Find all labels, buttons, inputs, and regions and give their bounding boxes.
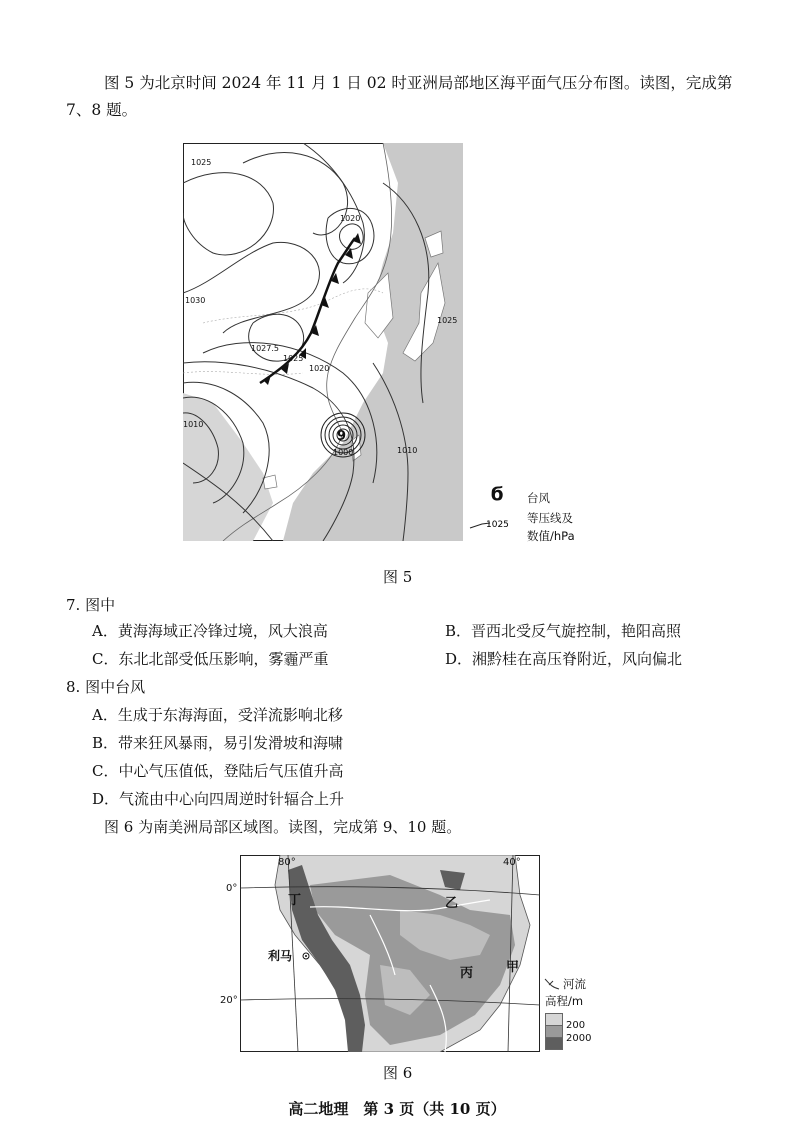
legend-isobar-sample: 1025 [486, 520, 509, 530]
lon-80-label: 80° [278, 857, 296, 868]
isobar-label-1020-s: 1020 [309, 364, 330, 373]
isobar-label-1025-e: 1025 [437, 316, 458, 325]
q8-stem: 8. 图中台风 [66, 678, 146, 696]
isobar-label-1010-e: 1010 [397, 446, 418, 455]
label-ding: 丁 [288, 893, 302, 908]
q7-option-b: B．晋西北受反气旋控制，艳阳高照 [445, 622, 682, 640]
isobar-label-1030: 1030 [185, 296, 206, 305]
q7-stem: 7. 图中 [66, 596, 116, 614]
q7-option-a: A．黄海海域正冷锋过境，风大浪高 [92, 622, 328, 640]
legend-typhoon-icon: ϭ [490, 483, 504, 505]
q8-option-d: D．气流由中心向四周逆时针辐合上升 [92, 790, 345, 808]
lat-0-label: 0° [226, 883, 238, 894]
legend-isobar-line2: 数值/hPa [527, 529, 575, 543]
isobar-label-1025-front: 1025 [283, 354, 304, 363]
isobar-label-1020-n: 1020 [340, 214, 361, 223]
figure-6-south-america-map [240, 855, 540, 1052]
intro-fig6: 图 6 为南美洲局部区域图。读图，完成第 9、10 题。 [104, 818, 462, 836]
legend-200: 200 [566, 1020, 586, 1031]
isobar-label-1010-w: 1010 [183, 420, 204, 429]
legend-isobar-line [468, 514, 528, 534]
label-bing: 丙 [460, 966, 474, 981]
q8-option-a: A．生成于东海海面，受洋流影响北移 [92, 706, 343, 724]
figure-5-caption: 图 5 [383, 568, 413, 586]
q8-option-b: B．带来狂风暴雨，易引发滑坡和海啸 [92, 734, 344, 752]
isobar-label-1025-nw: 1025 [191, 158, 212, 167]
lon-40-label: 40° [503, 857, 521, 868]
intro-paragraph: 图 5 为北京时间 2024 年 11 月 1 日 02 时亚洲局部地区海平面气压分布图。读图，完成第 7、8 题。 [66, 74, 733, 119]
lat-20-label: 20° [220, 995, 238, 1006]
legend-swatch-high [545, 1037, 563, 1050]
figure-5-pressure-map [183, 143, 463, 541]
legend-typhoon-label: 台风 [527, 491, 550, 505]
q8-option-c: C．中心气压值低，登陆后气压值升高 [92, 762, 344, 780]
q7-option-c: C．东北北部受低压影响，雾霾严重 [92, 650, 329, 668]
isobar-label-1027-5: 1027.5 [251, 344, 279, 353]
label-jia: 甲 [506, 960, 520, 975]
label-lima: 利马 [268, 949, 293, 963]
page-footer: 高二地理 第 3 页（共 10 页） [288, 1100, 506, 1118]
label-yi: 乙 [445, 896, 459, 911]
figure-6-caption: 图 6 [383, 1064, 413, 1082]
legend-2000: 2000 [566, 1033, 592, 1044]
q7-option-d: D．湘黔桂在高压脊附近，风向偏北 [445, 650, 683, 668]
isobar-label-1000: 1000 [333, 448, 354, 457]
legend-river: 河流 [563, 977, 586, 991]
legend-isobar-line1: 等压线及 [527, 511, 573, 525]
legend-river-icon [543, 977, 563, 991]
typhoon-symbol: 9 [337, 429, 347, 444]
legend-elevation-title: 高程/m [545, 994, 584, 1008]
